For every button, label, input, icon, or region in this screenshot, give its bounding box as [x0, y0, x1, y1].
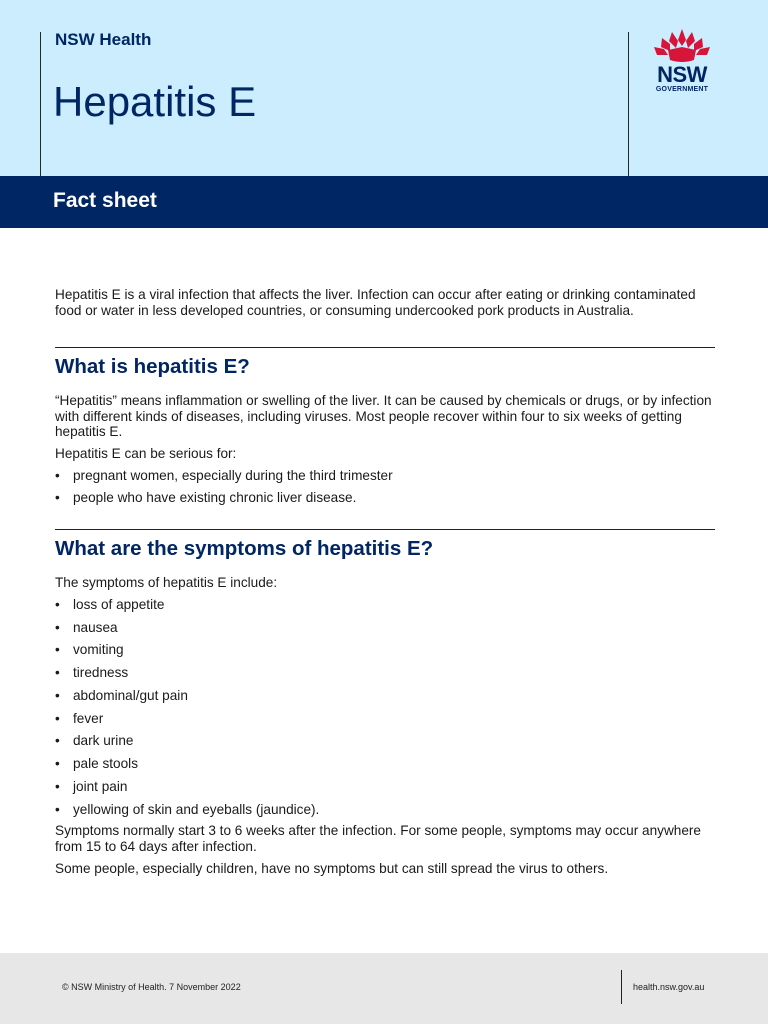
header-divider-right [628, 32, 629, 176]
symptom-list [55, 597, 715, 818]
section2-paragraph: Symptoms normally start 3 to 6 weeks after the infection. For some people, symptoms may occur anywhere from 15 to 64 days after infection. [55, 823, 701, 854]
risk-group-list [55, 468, 715, 506]
section-heading-what-is: What is hepatitis E? [55, 355, 250, 379]
page-title: Hepatitis E [53, 78, 257, 125]
logo-nsw-text: NSW [657, 62, 707, 87]
list-item: • people who have existing chronic liver disease. [55, 490, 715, 506]
org-name: NSW Health [55, 30, 152, 49]
list-item: • abdominal/gut pain [55, 688, 715, 704]
header-divider-left [40, 32, 41, 176]
section-heading-symptoms: What are the symptoms of hepatitis E? [55, 537, 434, 561]
nsw-government-logo [648, 28, 716, 98]
fact-sheet-label: Fact sheet [53, 189, 157, 212]
section1-paragraph: “Hepatitis” means inflammation or swelling of the liver. It can be caused by chemicals or drugs, or by infection with different kinds of diseases, including viruses. Most people recover within four to six weeks of getting hepatitis E. [55, 393, 712, 440]
list-item: • loss of appetite [55, 597, 715, 613]
intro-paragraph: Hepatitis E is a viral infection that affects the liver. Infection can occur after eating or drinking contaminated food or water in less developed countries, or consuming undercooked pork products in Australia. [55, 287, 696, 318]
list-item: • dark urine [55, 733, 715, 749]
section1-paragraph: Hepatitis E can be serious for: [55, 445, 237, 461]
list-item: • tiredness [55, 665, 715, 681]
waratah-icon [648, 28, 716, 64]
list-item: • pale stools [55, 756, 715, 772]
list-item: • vomiting [55, 642, 715, 658]
section-divider [55, 347, 715, 348]
list-item: • joint pain [55, 779, 715, 795]
logo-government-text: GOVERNMENT [655, 86, 709, 93]
footer-website-link[interactable]: health.nsw.gov.au [633, 982, 705, 992]
list-item: • nausea [55, 620, 715, 636]
section-divider [55, 529, 715, 530]
symptoms-lead: The symptoms of hepatitis E include: [55, 575, 278, 591]
list-item: • fever [55, 711, 715, 727]
list-item: • pregnant women, especially during the third trimester [55, 468, 715, 484]
main-content [55, 287, 715, 882]
footer-divider [621, 970, 622, 1004]
list-item: • yellowing of skin and eyeballs (jaundice). [55, 802, 715, 818]
footer-copyright: © NSW Ministry of Health. 7 November 2022 [62, 982, 241, 992]
section2-paragraph: Some people, especially children, have no symptoms but can still spread the virus to others. [55, 860, 609, 876]
